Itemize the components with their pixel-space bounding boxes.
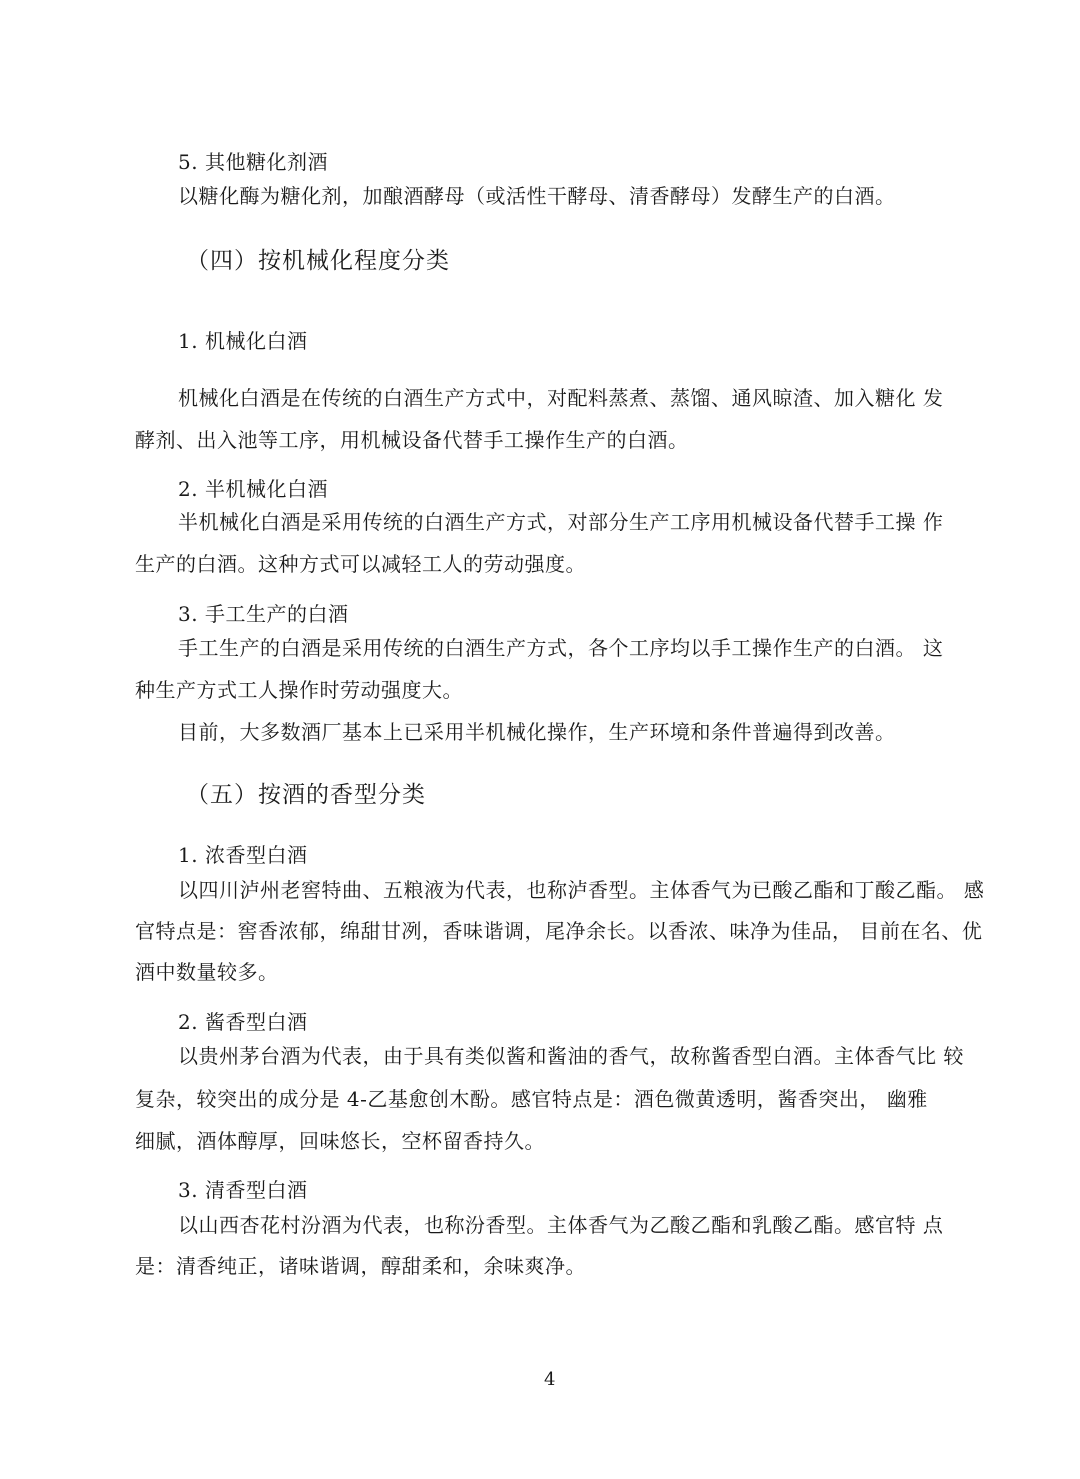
paragraph-line: 以四川泸州老窖特曲、五粮液为代表，也称泸香型。主体香气为已酸乙酯和丁酸乙酯。 感 — [178, 878, 985, 902]
paragraph-line: 种生产方式工人操作时劳动强度大。 — [135, 678, 463, 702]
subheading-mechanized-liquor: 1. 机械化白酒 — [178, 329, 308, 353]
section-heading-mechanization: （四）按机械化程度分类 — [186, 248, 450, 274]
page-number: 4 — [544, 1369, 556, 1390]
paragraph-line: 手工生产的白酒是采用传统的白酒生产方式，各个工序均以手工操作生产的白酒。 这 — [178, 636, 944, 660]
subheading-light-aroma-liquor: 3. 清香型白酒 — [178, 1178, 308, 1202]
section-heading-aroma-type: （五）按酒的香型分类 — [186, 782, 426, 808]
subheading-handmade-liquor: 3. 手工生产的白酒 — [178, 602, 349, 626]
paragraph-line: 官特点是：窖香浓郁，绵甜甘冽，香味谐调，尾净余长。以香浓、味净为佳品， 目前在名、优 — [135, 919, 983, 943]
paragraph-line: 酒中数量较多。 — [135, 960, 279, 984]
paragraph-line: 以山西杏花村汾酒为代表，也称汾香型。主体香气为乙酸乙酯和乳酸乙酯。感官特 点 — [178, 1213, 944, 1237]
subheading-sauce-aroma-liquor: 2. 酱香型白酒 — [178, 1010, 308, 1034]
paragraph-line: 酵剂、出入池等工序，用机械设备代替手工操作生产的白酒。 — [135, 428, 689, 452]
paragraph-line: 是：清香纯正，诸味谐调，醇甜柔和，余味爽净。 — [135, 1254, 586, 1278]
paragraph-line: 以贵州茅台酒为代表，由于具有类似酱和酱油的香气，故称酱香型白酒。主体香气比 较 — [178, 1044, 964, 1068]
paragraph-line: 以糖化酶为糖化剂，加酿酒酵母（或活性干酵母、清香酵母）发酵生产的白酒。 — [178, 184, 896, 208]
paragraph-line: 复杂，较突出的成分是 4-乙基愈创木酚。感官特点是：酒色微黄透明，酱香突出， 幽雅 — [135, 1087, 928, 1111]
paragraph-line: 细腻，酒体醇厚，回味悠长，空杯留香持久。 — [135, 1129, 545, 1153]
subheading-semi-mechanized-liquor: 2. 半机械化白酒 — [178, 477, 328, 501]
paragraph-line: 目前，大多数酒厂基本上已采用半机械化操作，生产环境和条件普遍得到改善。 — [178, 720, 896, 744]
paragraph-line: 机械化白酒是在传统的白酒生产方式中，对配料蒸煮、蒸馏、通风晾渣、加入糖化 发 — [178, 386, 944, 410]
subheading-other-saccharifying-liquor: 5. 其他糖化剂酒 — [178, 150, 328, 174]
paragraph-line: 生产的白酒。这种方式可以减轻工人的劳动强度。 — [135, 552, 586, 576]
paragraph-line: 半机械化白酒是采用传统的白酒生产方式，对部分生产工序用机械设备代替手工操 作 — [178, 510, 944, 534]
subheading-strong-aroma-liquor: 1. 浓香型白酒 — [178, 843, 308, 867]
